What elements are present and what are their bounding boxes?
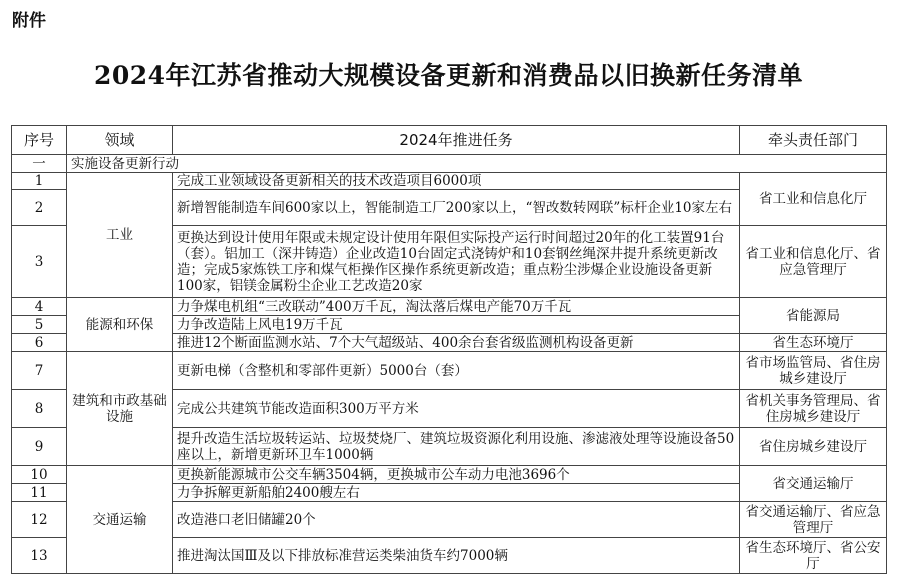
section-row <box>12 155 887 173</box>
table-row <box>12 352 887 390</box>
row-number: 11 <box>12 484 67 502</box>
dept-cell: 省机关事务管理局、省住房城乡建设厅 <box>740 390 887 428</box>
task-cell: 力争改造陆上风电19万千瓦 <box>173 316 740 334</box>
dept-cell: 省生态环境厅 <box>740 334 887 352</box>
row-number: 8 <box>12 390 67 428</box>
row-number: 7 <box>12 352 67 390</box>
dept-cell: 省交通运输厅、省应急管理厅 <box>740 502 887 538</box>
dept-cell: 省生态环境厅、省公安厅 <box>740 538 887 574</box>
task-cell: 更新电梯（含整机和零部件更新）5000台（套） <box>173 352 740 390</box>
task-cell: 力争煤电机组“三改联动”400万千瓦，淘汰落后煤电产能70万千瓦 <box>173 298 740 316</box>
row-number: 1 <box>12 173 67 190</box>
task-cell: 更换新能源城市公交车辆3504辆，更换城市公车动力电池3696个 <box>173 466 740 484</box>
header-domain: 领域 <box>67 126 173 155</box>
table-row <box>12 173 887 190</box>
task-cell: 提升改造生活垃圾转运站、垃圾焚烧厂、建筑垃圾资源化利用设施、渗滤液处理等设施设备50座以上，新增更新环卫车1000辆 <box>173 428 740 466</box>
domain-construction: 建筑和市政基础设施 <box>67 352 173 466</box>
dept-cell: 省交通运输厅 <box>740 466 887 502</box>
row-number: 3 <box>12 226 67 298</box>
dept-cell: 省住房城乡建设厅 <box>740 428 887 466</box>
dept-cell: 省能源局 <box>740 298 887 334</box>
domain-transport: 交通运输 <box>67 466 173 574</box>
row-number: 4 <box>12 298 67 316</box>
row-number: 5 <box>12 316 67 334</box>
row-number: 9 <box>12 428 67 466</box>
domain-industry: 工业 <box>67 173 173 298</box>
row-number: 6 <box>12 334 67 352</box>
document-title: 2024年江苏省推动大规模设备更新和消费品以旧换新任务清单 <box>93 61 804 90</box>
task-cell: 推进淘汰国Ⅲ及以下排放标准营运类柴油货车约7000辆 <box>173 538 740 574</box>
header-dept: 牵头责任部门 <box>740 126 887 155</box>
task-cell: 完成工业领域设备更新相关的技术改造项目6000项 <box>173 173 740 190</box>
table-row <box>12 466 887 484</box>
task-cell: 更换达到设计使用年限或未规定设计使用年限但实际投产运行时间超过20年的化工装置91台（套）。铝加工（深井铸造）企业改造10台固定式浇铸炉和10套钢丝绳深井提升系统更新改造；完成5家炼铁工序和煤气柜操作区操作系统更新改造；重点粉尘涉爆企业设施设备更新100家，铝镁金属粉尘企业工艺改造20家 <box>173 226 740 298</box>
dept-cell: 省工业和信息化厅、省应急管理厅 <box>740 226 887 298</box>
section-number: 一 <box>12 155 67 173</box>
row-number: 12 <box>12 502 67 538</box>
section-title: 实施设备更新行动 <box>67 155 887 173</box>
row-number: 13 <box>12 538 67 574</box>
domain-energy: 能源和环保 <box>67 298 173 352</box>
dept-cell: 省工业和信息化厅 <box>740 173 887 226</box>
task-table <box>11 125 887 574</box>
table-header-row <box>12 126 887 155</box>
row-number: 2 <box>12 190 67 226</box>
task-cell: 新增智能制造车间600家以上，智能制造工厂200家以上，“智改数转网联”标杆企业10家左右 <box>173 190 740 226</box>
attachment-label: 附件 <box>12 11 46 31</box>
header-no: 序号 <box>12 126 67 155</box>
task-cell: 改造港口老旧储罐20个 <box>173 502 740 538</box>
table-row <box>12 298 887 316</box>
dept-cell: 省市场监管局、省住房城乡建设厅 <box>740 352 887 390</box>
task-cell: 推进12个断面监测水站、7个大气超级站、400余台套省级监测机构设备更新 <box>173 334 740 352</box>
row-number: 10 <box>12 466 67 484</box>
task-cell: 完成公共建筑节能改造面积300万平方米 <box>173 390 740 428</box>
task-cell: 力争拆解更新船舶2400艘左右 <box>173 484 740 502</box>
header-task: 2024年推进任务 <box>173 126 740 155</box>
